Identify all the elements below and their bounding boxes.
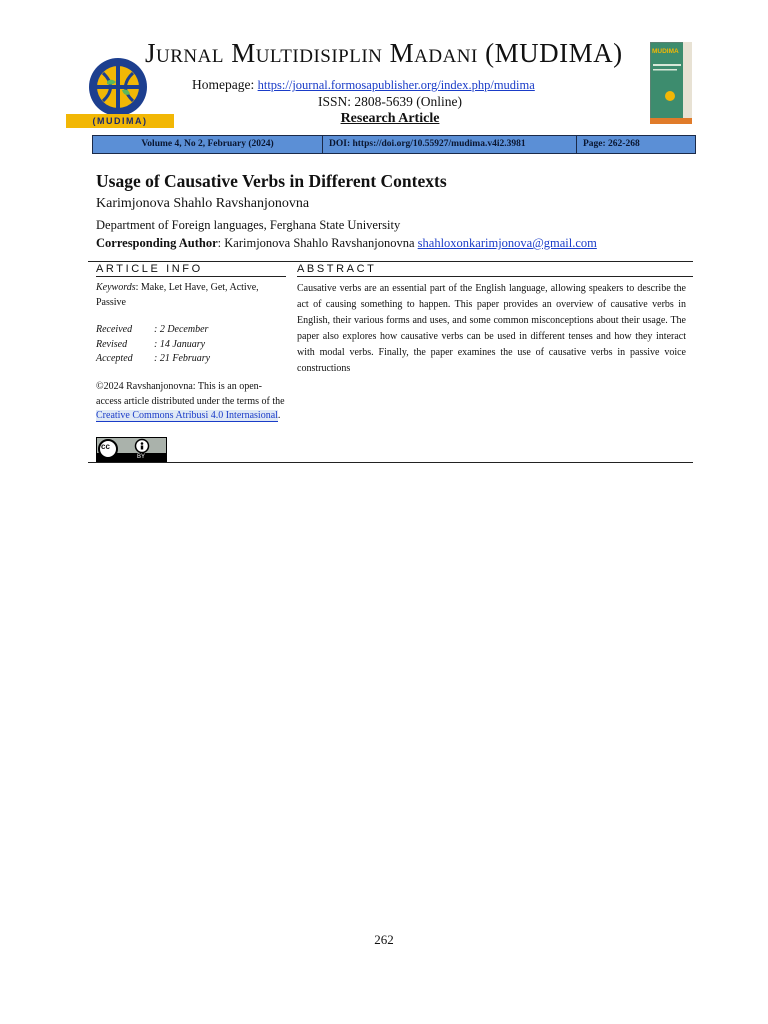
- accepted-row: [96, 352, 210, 367]
- homepage-link[interactable]: https://journal.formosapublisher.org/index.php/mudima: [257, 78, 535, 92]
- accepted-label: Accepted: [96, 353, 133, 364]
- page-number: 262: [374, 932, 394, 947]
- journal-cover-thumbnail: [650, 42, 692, 124]
- keywords-value: : Make, Let Have, Get, Active, Passive: [96, 282, 259, 308]
- license-link[interactable]: Creative Commons Atribusi 4.0 Internasional: [96, 410, 278, 421]
- article-dates: [96, 323, 210, 367]
- homepage-label: Homepage:: [192, 77, 255, 92]
- license-notice: [96, 380, 286, 424]
- accepted-value: : 21 February: [154, 353, 211, 364]
- article-info-underline: [96, 276, 286, 277]
- corresponding-author: [96, 236, 597, 251]
- corr-name: : Karimjonova Shahlo Ravshanjonovna: [217, 236, 418, 250]
- revised-value: : 14 January: [154, 338, 206, 350]
- journal-title: Jurnal Multidisiplin Madani (MUDIMA): [145, 38, 623, 68]
- abstract-heading: ABSTRACT: [297, 263, 377, 275]
- abstract-text: Causative verbs are an essential part of the English language, allowing speakers to describe the act of causing something to happen. This paper provides an overview of causative verbs in English, their various forms and uses, and some common misconceptions about their usage. The paper also explores how causative verbs can be used in different tenses and how they interact with modal verbs. Finally, the paper examines the use of causative verbs in passive voice constructions: [297, 283, 686, 374]
- divider-top: [88, 261, 693, 262]
- logo-label: (MUDIMA): [66, 114, 174, 128]
- license-end: .: [277, 410, 281, 421]
- cover-title: MUDIMA: [652, 48, 679, 55]
- pages-cell: Page: 262-268: [583, 139, 640, 149]
- article-type: Research Article: [340, 111, 440, 126]
- received-value: : 2 December: [154, 324, 209, 335]
- paper-title: Usage of Causative Verbs in Different Contexts: [96, 171, 447, 191]
- keywords-label: Keywords: [96, 282, 136, 293]
- corr-label: Corresponding Author: [96, 236, 218, 250]
- received-label: Received: [96, 324, 133, 335]
- cc-icon: cc: [101, 442, 110, 451]
- received-row: [96, 323, 210, 338]
- keywords: [96, 281, 284, 310]
- by-label: BY: [137, 454, 146, 460]
- cc-by-badge[interactable]: [96, 437, 167, 462]
- license-text: ©2024 Ravshanjonovna: This is an open-access article distributed under the terms of the: [96, 381, 285, 407]
- abstract-underline: [297, 276, 693, 277]
- author-name: Karimjonova Shahlo Ravshanjonovna: [96, 196, 310, 211]
- corr-email-link[interactable]: shahloxonkarimjonova@gmail.com: [417, 236, 597, 250]
- issn: ISSN: 2808-5639 (Online): [318, 94, 462, 109]
- affiliation: Department of Foreign languages, Ferghana State University: [96, 218, 401, 232]
- divider-bottom: [88, 462, 693, 463]
- article-info-bar: [92, 135, 696, 154]
- volume-cell: Volume 4, No 2, February (2024): [93, 136, 323, 153]
- homepage-line: [192, 77, 535, 93]
- revised-label: Revised: [96, 338, 128, 350]
- revised-row: [96, 338, 210, 353]
- doi-cell[interactable]: DOI: https://doi.org/10.55927/mudima.v4i2.3981: [323, 136, 577, 153]
- article-info-heading: ARTICLE INFO: [96, 263, 203, 275]
